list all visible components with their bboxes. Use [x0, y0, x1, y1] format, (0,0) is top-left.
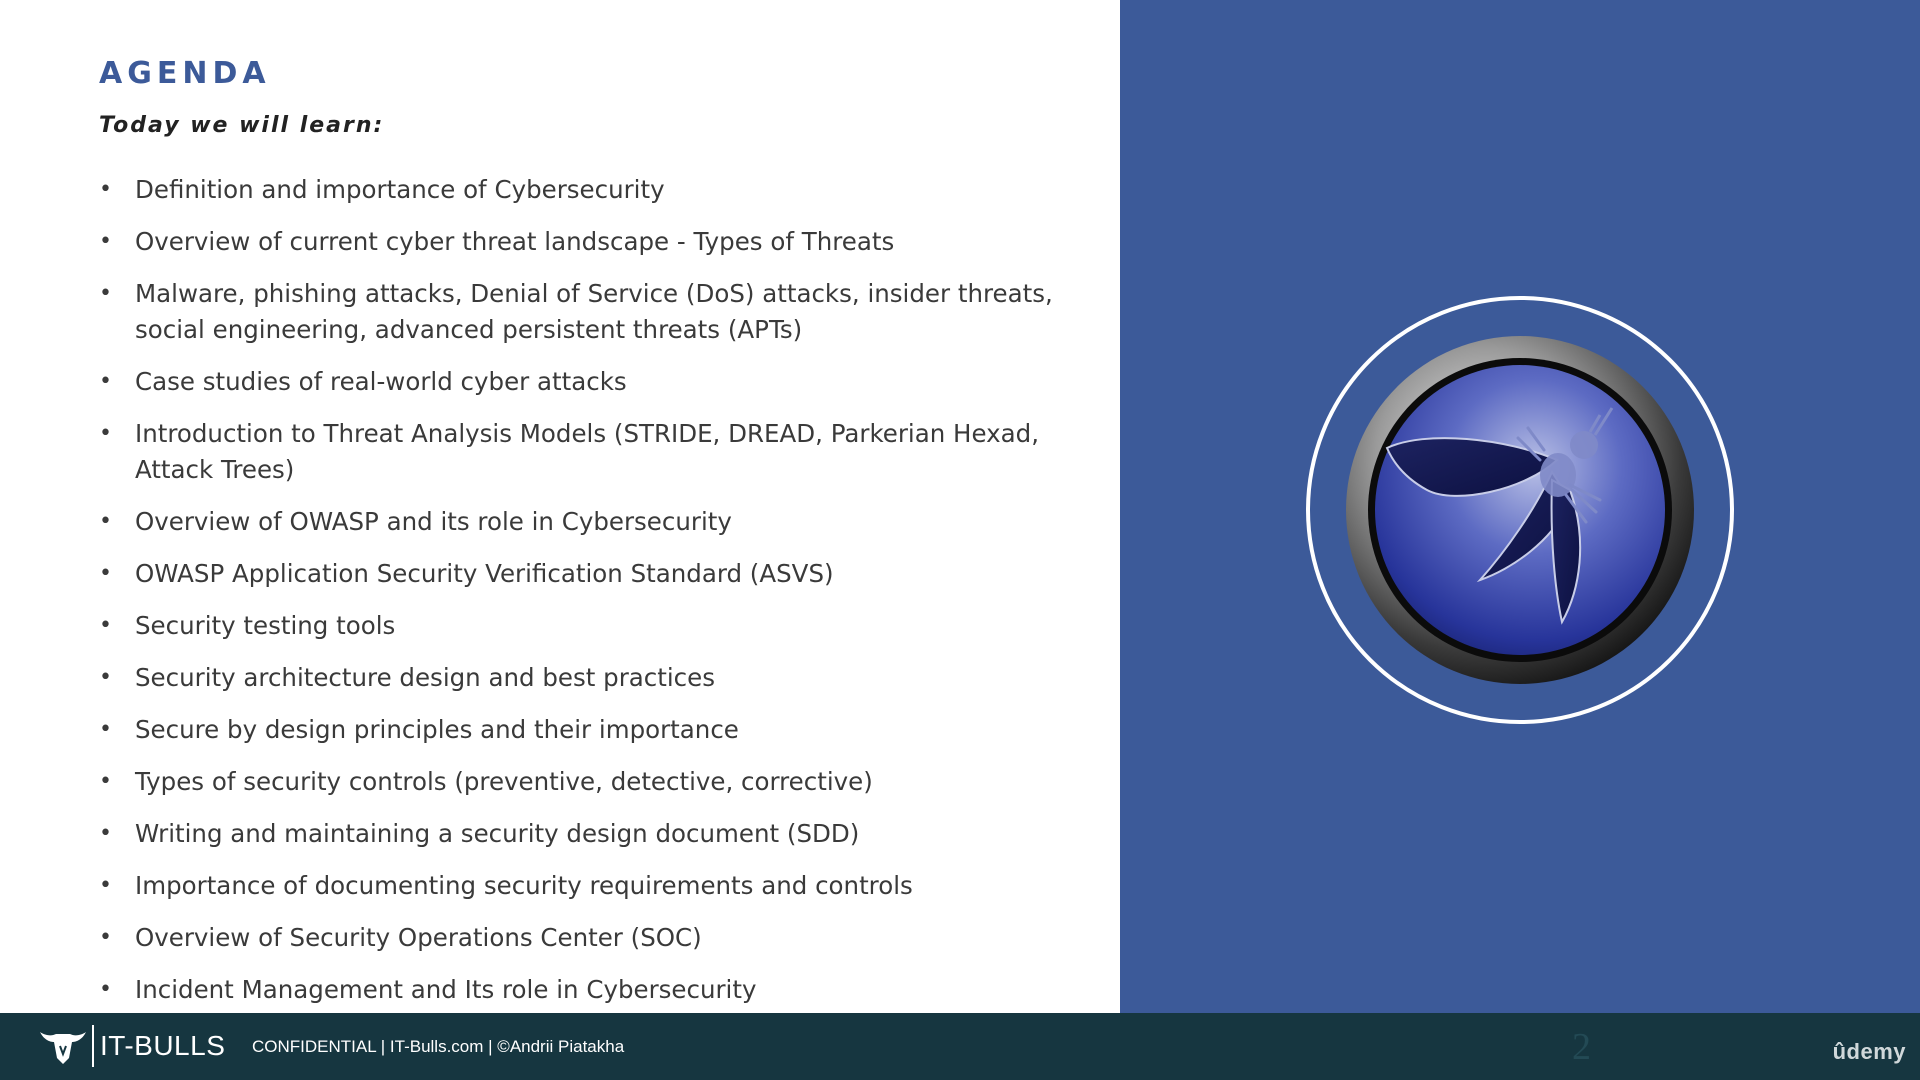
- page-number: 2: [1572, 1026, 1591, 1068]
- list-item: • Malware, phishing attacks, Denial of Service (DoS) attacks, insider threats, social engineering, advanced persistent threats (APTs): [99, 276, 1099, 348]
- list-item: • Importance of documenting security requirements and controls: [99, 868, 1099, 904]
- footer-bar: [0, 1013, 1920, 1080]
- list-item: • Incident Management and Its role in Cybersecurity: [99, 972, 1099, 1008]
- list-item: • Case studies of real-world cyber attacks: [99, 364, 1099, 400]
- list-item: • Types of security controls (preventive, detective, corrective): [99, 764, 1099, 800]
- list-item: • Secure by design principles and their importance: [99, 712, 1099, 748]
- owasp-wasp-logo-icon: [1300, 290, 1740, 730]
- list-item: • Writing and maintaining a security design document (SDD): [99, 816, 1099, 852]
- list-item: • Overview of current cyber threat landscape - Types of Threats: [99, 224, 1099, 260]
- brand-name: IT-BULLS: [100, 1030, 226, 1061]
- slide-subtitle: Today we will learn:: [99, 113, 385, 138]
- footer-note: CONFIDENTIAL | IT-Bulls.com | ©Andrii Piatakha: [252, 1037, 625, 1056]
- agenda-list: [99, 172, 1099, 1024]
- list-item: • Introduction to Threat Analysis Models (STRIDE, DREAD, Parkerian Hexad, Attack Trees): [99, 416, 1099, 488]
- list-item: • Definition and importance of Cybersecurity: [99, 172, 1099, 208]
- list-item: • Overview of OWASP and its role in Cybersecurity: [99, 504, 1099, 540]
- bull-head-icon: [38, 1024, 88, 1068]
- list-item: • Security testing tools: [99, 608, 1099, 644]
- list-item: • OWASP Application Security Verification Standard (ASVS): [99, 556, 1099, 592]
- slide-title: AGENDA: [99, 56, 271, 91]
- udemy-watermark: ûdemy: [1832, 1039, 1906, 1064]
- list-item: • Overview of Security Operations Center (SOC): [99, 920, 1099, 956]
- list-item: • Security architecture design and best practices: [99, 660, 1099, 696]
- brand-divider: [92, 1025, 94, 1067]
